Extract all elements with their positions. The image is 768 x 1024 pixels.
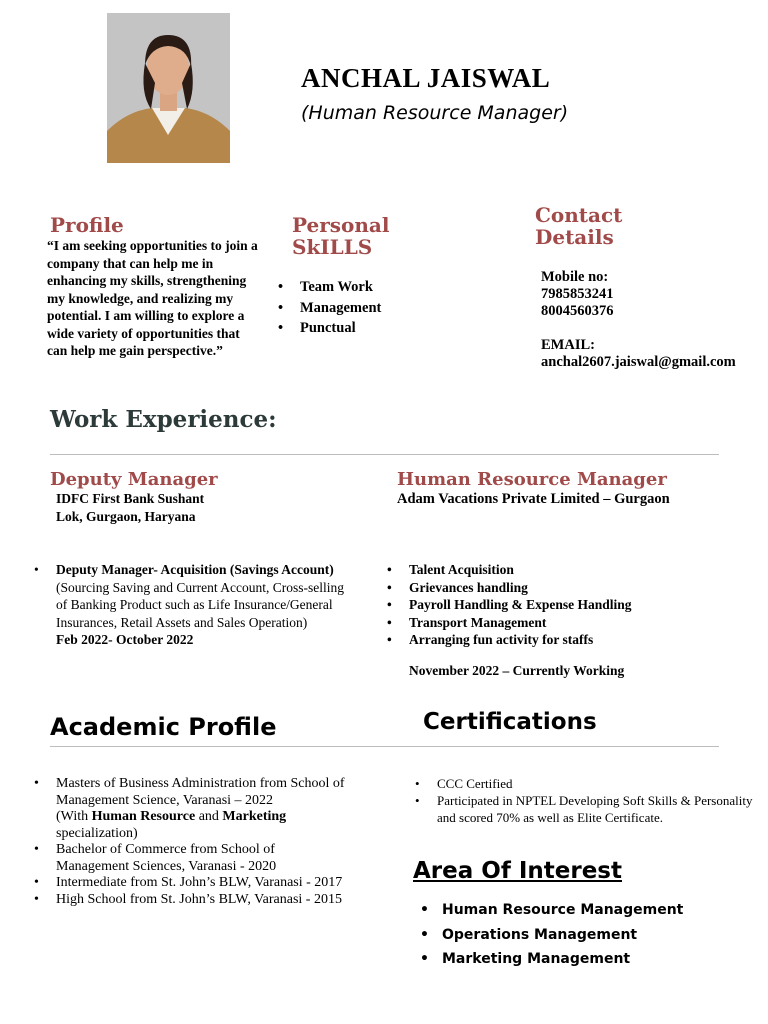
job2-duties: [409, 561, 632, 649]
job1-duty-title: Deputy Manager- Acquisition (Savings Account): [56, 562, 334, 577]
job1-duties: [56, 561, 356, 649]
list-item: [56, 561, 356, 649]
list-item: • Arranging fun activity for staffs: [409, 631, 632, 649]
list-item: • Grievances handling: [409, 579, 632, 597]
academic-hr: Human Resource: [91, 809, 196, 824]
contact-heading: [535, 204, 622, 248]
list-item: • Bachelor of Commerce from School of Management Sciences, Varanasi - 2020: [56, 842, 348, 875]
academic-specialization: specialization): [56, 825, 138, 841]
email-label: EMAIL:: [541, 337, 595, 353]
work-heading: Work Experience:: [50, 406, 277, 433]
contact-details: [541, 269, 736, 371]
divider: [50, 746, 719, 747]
skills-heading: [292, 214, 389, 258]
contact-heading-line2: Details: [535, 225, 614, 249]
job2-company: Adam Vacations Private Limited – Gurgaon: [397, 491, 670, 507]
skills-heading-line2: SkILLS: [292, 235, 373, 259]
job1-duty-text: (Sourcing Saving and Current Account, Cross-selling of Banking Product such as Life Insurance/General Insurances, Retail Assets and Sales Operation): [56, 579, 344, 630]
certifications-list: [437, 775, 757, 826]
job1-company-line1: IDFC First Bank Sushant: [56, 491, 205, 506]
certifications-heading: Certifications: [423, 709, 597, 735]
interest-heading: Area Of Interest: [413, 858, 622, 884]
email-address[interactable]: anchal2607.jaiswal@gmail.com: [541, 354, 736, 370]
list-item: • Intermediate from St. John’s BLW, Varanasi - 2017: [56, 875, 348, 892]
job2-title: Human Resource Manager: [397, 469, 667, 490]
candidate-name: ANCHAL JAISWAL: [301, 63, 551, 93]
list-item: • Talent Acquisition: [409, 561, 632, 579]
list-item: • Operations Management: [442, 923, 683, 948]
mobile-number-2: 8004560376: [541, 303, 614, 319]
interest-list: [442, 898, 683, 972]
list-item: • Punctual: [300, 318, 381, 339]
list-item: • High School from St. John’s BLW, Varanasi - 2015: [56, 892, 348, 909]
list-item: • Human Resource Management: [442, 898, 683, 923]
academic-list: [56, 776, 348, 908]
mobile-label: Mobile no:: [541, 269, 609, 285]
list-item: • Transport Management: [409, 614, 632, 632]
profile-heading: Profile: [50, 213, 124, 237]
list-item: • CCC Certified: [437, 775, 757, 792]
job2-dates: November 2022 – Currently Working: [409, 663, 625, 678]
skills-list: [300, 277, 381, 339]
job1-dates: Feb 2022- October 2022: [56, 632, 194, 647]
candidate-role: (Human Resource Manager): [301, 102, 569, 124]
list-item: • Payroll Handling & Expense Handling: [409, 596, 632, 614]
academic-and: and: [195, 809, 223, 824]
profile-photo: [107, 13, 230, 163]
list-item: • Management: [300, 298, 381, 319]
list-item: • Team Work: [300, 277, 381, 298]
list-item: • Participated in NPTEL Developing Soft Skills & Personality and scored 70% as well as Elite Certificate.: [437, 792, 757, 826]
contact-heading-line1: Contact: [535, 203, 623, 227]
mobile-number-1: 7985853241: [541, 286, 614, 302]
list-item: • Marketing Management: [442, 947, 683, 972]
academic-item-1: Masters of Business Administration from School of Management Science, Varanasi – 2022: [56, 776, 345, 808]
job1-company-line2: Lok, Gurgaon, Haryana: [56, 508, 196, 524]
academic-heading: Academic Profile: [50, 713, 277, 741]
divider: [50, 454, 719, 455]
job1-company: [56, 490, 204, 525]
list-item: [56, 776, 348, 842]
job1-title: Deputy Manager: [50, 469, 218, 490]
skills-heading-line1: Personal: [292, 213, 390, 237]
academic-with: (With: [56, 809, 92, 824]
profile-text: “I am seeking opportunities to join a company that can help me in enhancing my skills, strengthening my knowledge, and realizing my potential. I am willing to explore a wide variety of opportunities that can help me gain perspective.”: [47, 238, 258, 358]
academic-marketing: Marketing: [222, 809, 287, 824]
